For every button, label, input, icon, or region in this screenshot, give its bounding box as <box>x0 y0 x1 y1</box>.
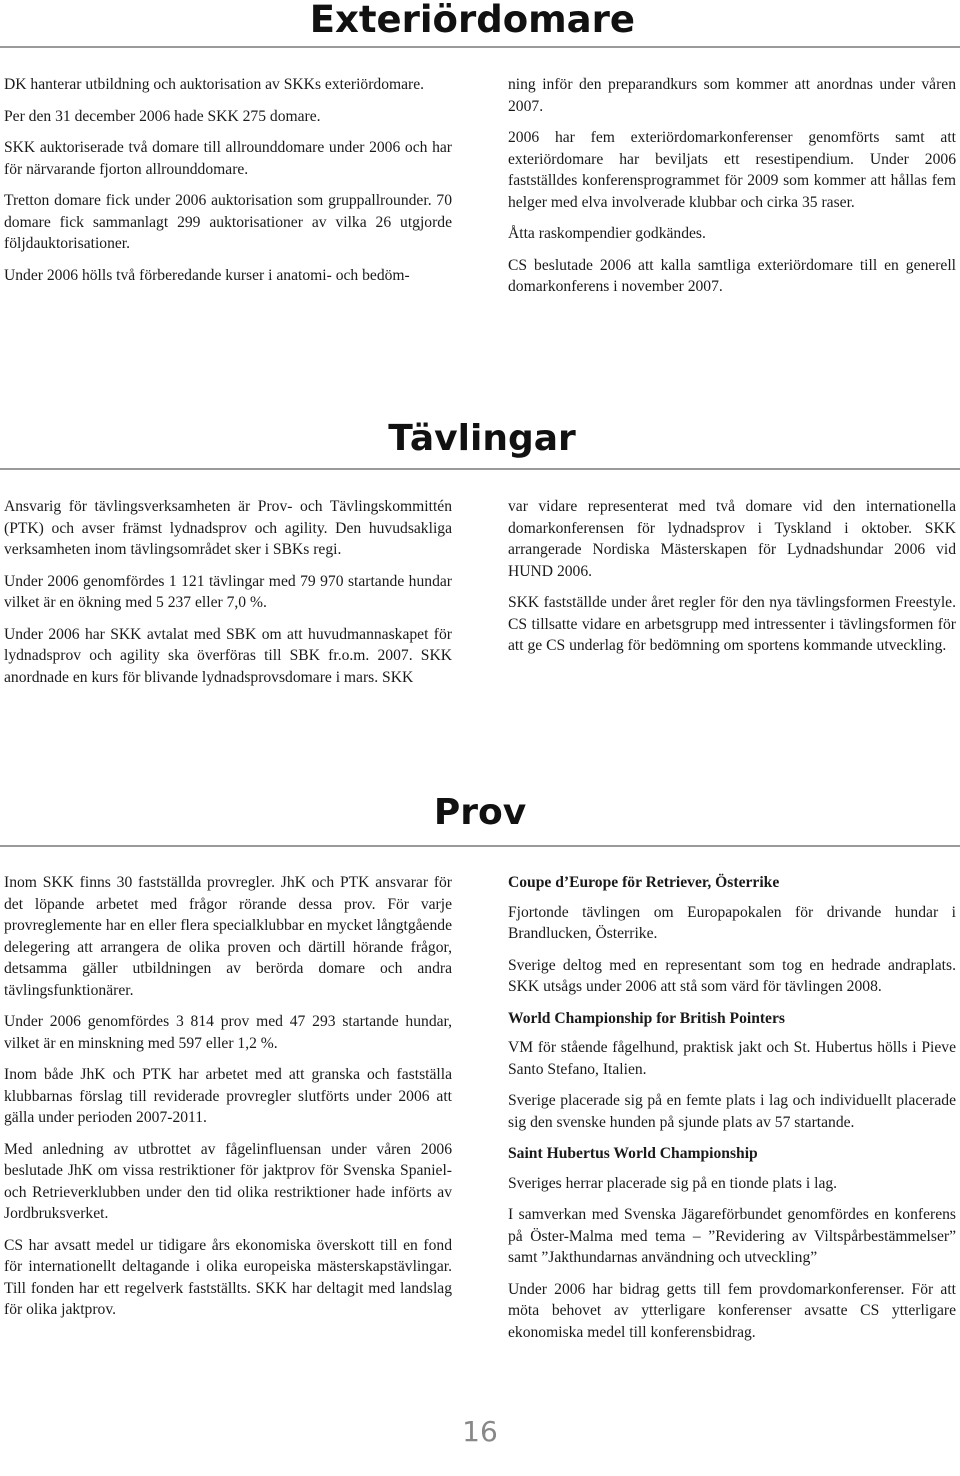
exterior-right-column <box>508 74 956 308</box>
paragraph: 2006 har fem exteriördomarkonferenser genomförts samt att exteriördomare har beviljats ett resestipendium. Under 2006 fastställdes konferensprogrammet för 2009 som kommer att hållas fem helger med elva involverade klubbar och cirka 35 raser. <box>508 129 956 211</box>
paragraph: DK hanterar utbildning och auktorisation av SKKs exteriördomare. <box>4 76 425 93</box>
paragraph: Ansvarig för tävlingsverksamheten är Prov- och Tävlingskommittén (PTK) och avser främst lydnadsprov och agility. Den huvudsakliga verksamheten inom tävlingsområdet sker i SBKs regi. <box>4 498 452 558</box>
paragraph: Under 2006 genomfördes 1 121 tävlingar med 79 970 startande hundar vilket är en ökning med 5 237 eller 7,0 %. <box>4 572 452 611</box>
paragraph: CS beslutade 2006 att kalla samtliga exteriördomare till en generell domarkonferens i november 2007. <box>508 256 956 295</box>
prov-left-column <box>4 872 452 1331</box>
page-number: 16 <box>462 1415 498 1448</box>
paragraph: Med anledning av utbrottet av fågelinfluensan under våren 2006 beslutade JhK om vissa restriktioner för jaktprov för Svenska Spaniel- och Retrieverklubben under den tid olika restriktioner hade införts av Jordbruksverket. <box>4 1140 452 1222</box>
section-title-prov: Prov <box>433 792 527 833</box>
prov-right-column <box>508 872 956 1353</box>
paragraph: Inom SKK finns 30 fastställda provregler. JhK och PTK ansvarar för det löpande arbetet med frågor rörande dessa prov. För varje provreglemente har en eller flera specialklubbar en mycket långtgående delegering att arrangera de olika proven och därtill hörande frågor, detsamma gäller utbildningen av berörda domare och andra tävlingsfunktionärer. <box>4 874 452 999</box>
paragraph: Sverige placerade sig på en femte plats i lag och individuellt placerade sig den svenske hunden på sjunde plats av 57 startande. <box>508 1092 956 1131</box>
paragraph: I samverkan med Svenska Jägareförbundet genomfördes en konferens på Öster-Malma med tema – ”Revidering av Viltspårbestämmelser” samt ”Jakthundarnas användning och utveckling” <box>508 1206 956 1266</box>
tavlingar-left-column <box>4 496 452 698</box>
paragraph: ning inför den preparandkurs som kommer att anordnas under våren 2007. <box>508 76 956 115</box>
section-title-exteriordomare: Exteriördomare <box>309 0 635 41</box>
paragraph: SKK fastställde under året regler för den nya tävlingsformen Freestyle. CS tillsatte vidare en arbetsgrupp med intressenter i tävlingsformen för att ge CS underlag för bedömning om sportens kommande utveckling. <box>508 594 956 654</box>
paragraph: Per den 31 december 2006 hade SKK 275 domare. <box>4 107 321 125</box>
paragraph: var vidare representerat med två domare vid den internationella domarkonferensen för lydnadsprov i Tyskland i oktober. SKK arrangerade Nordiska Mästerskapen för Lydnadshundar 2006 vid HUND 2006. <box>508 498 956 580</box>
paragraph: Sveriges herrar placerade sig på en tionde plats i lag. <box>508 1174 838 1192</box>
section-title-tavlingar: Tävlingar <box>388 418 576 459</box>
paragraph: Sverige deltog med en representant som tog en hedrade andraplats. SKK utsågs under 2006 att stå som värd för tävlingen 2008. <box>508 956 956 995</box>
paragraph: Fjortonde tävlingen om Europapokalen för drivande hundar i Brandlucken, Österrike. <box>508 903 956 942</box>
paragraph: Under 2006 genomfördes 3 814 prov med 47 293 startande hundar, vilket är en minskning med 597 eller 1,2 %. <box>4 1013 452 1052</box>
paragraph: Under 2006 har bidrag getts till fem provdomarkonferenser. För att möta behovet av ytterligare konferenser avsatte CS ytterligare ekonomiska medel till konferensbidrag. <box>508 1280 956 1341</box>
subheading-saint-hubertus: Saint Hubertus World Championship <box>508 1145 758 1162</box>
paragraph: CS har avsatt medel ur tidigare års ekonomiska överskott till en fond för internationellt deltagande i olika europeiska mästerskapstävlingar. Till fonden har ett regelverk fastställts. SKK har deltagit med landslag för olika jaktprov. <box>4 1236 452 1318</box>
paragraph: Åtta raskompendier godkändes. <box>508 225 706 242</box>
section-divider <box>0 845 960 847</box>
paragraph: VM för stående fågelhund, praktisk jakt och St. Hubertus hölls i Pieve Santo Stefano, Italien. <box>508 1039 956 1078</box>
paragraph: Tretton domare fick under 2006 auktorisation som gruppallrounder. 70 domare fick sammanlagt 299 auktorisationer av vilka 26 utgjorde följdauktorisationer. <box>4 192 452 252</box>
tavlingar-right-column <box>508 496 956 667</box>
paragraph: Inom både JhK och PTK har arbetet med att granska och fastställa klubbarnas förslag till reviderade provregler slutförts under 2006 att gälla under perioden 2007-2011. <box>4 1066 452 1126</box>
exterior-left-column <box>4 74 452 296</box>
subheading-coupe-deurope: Coupe d’Europe för Retriever, Österrike <box>508 874 780 891</box>
section-divider <box>0 468 960 470</box>
paragraph: SKK auktoriserade två domare till allrounddomare under 2006 och har för närvarande fjorton allrounddomare. <box>4 139 452 178</box>
paragraph: Under 2006 har SKK avtalat med SBK om att huvudmannaskapet för lydnadsprov och agility ska överföras till SBK fr.o.m. 2007. SKK anordnade en kurs för blivande lydnadsprovsdomare i mars. SKK <box>4 625 452 686</box>
paragraph: Under 2006 hölls två förberedande kurser i anatomi- och bedöm- <box>4 266 410 284</box>
section-divider <box>0 46 960 48</box>
subheading-world-championship: World Championship for British Pointers <box>508 1009 785 1027</box>
